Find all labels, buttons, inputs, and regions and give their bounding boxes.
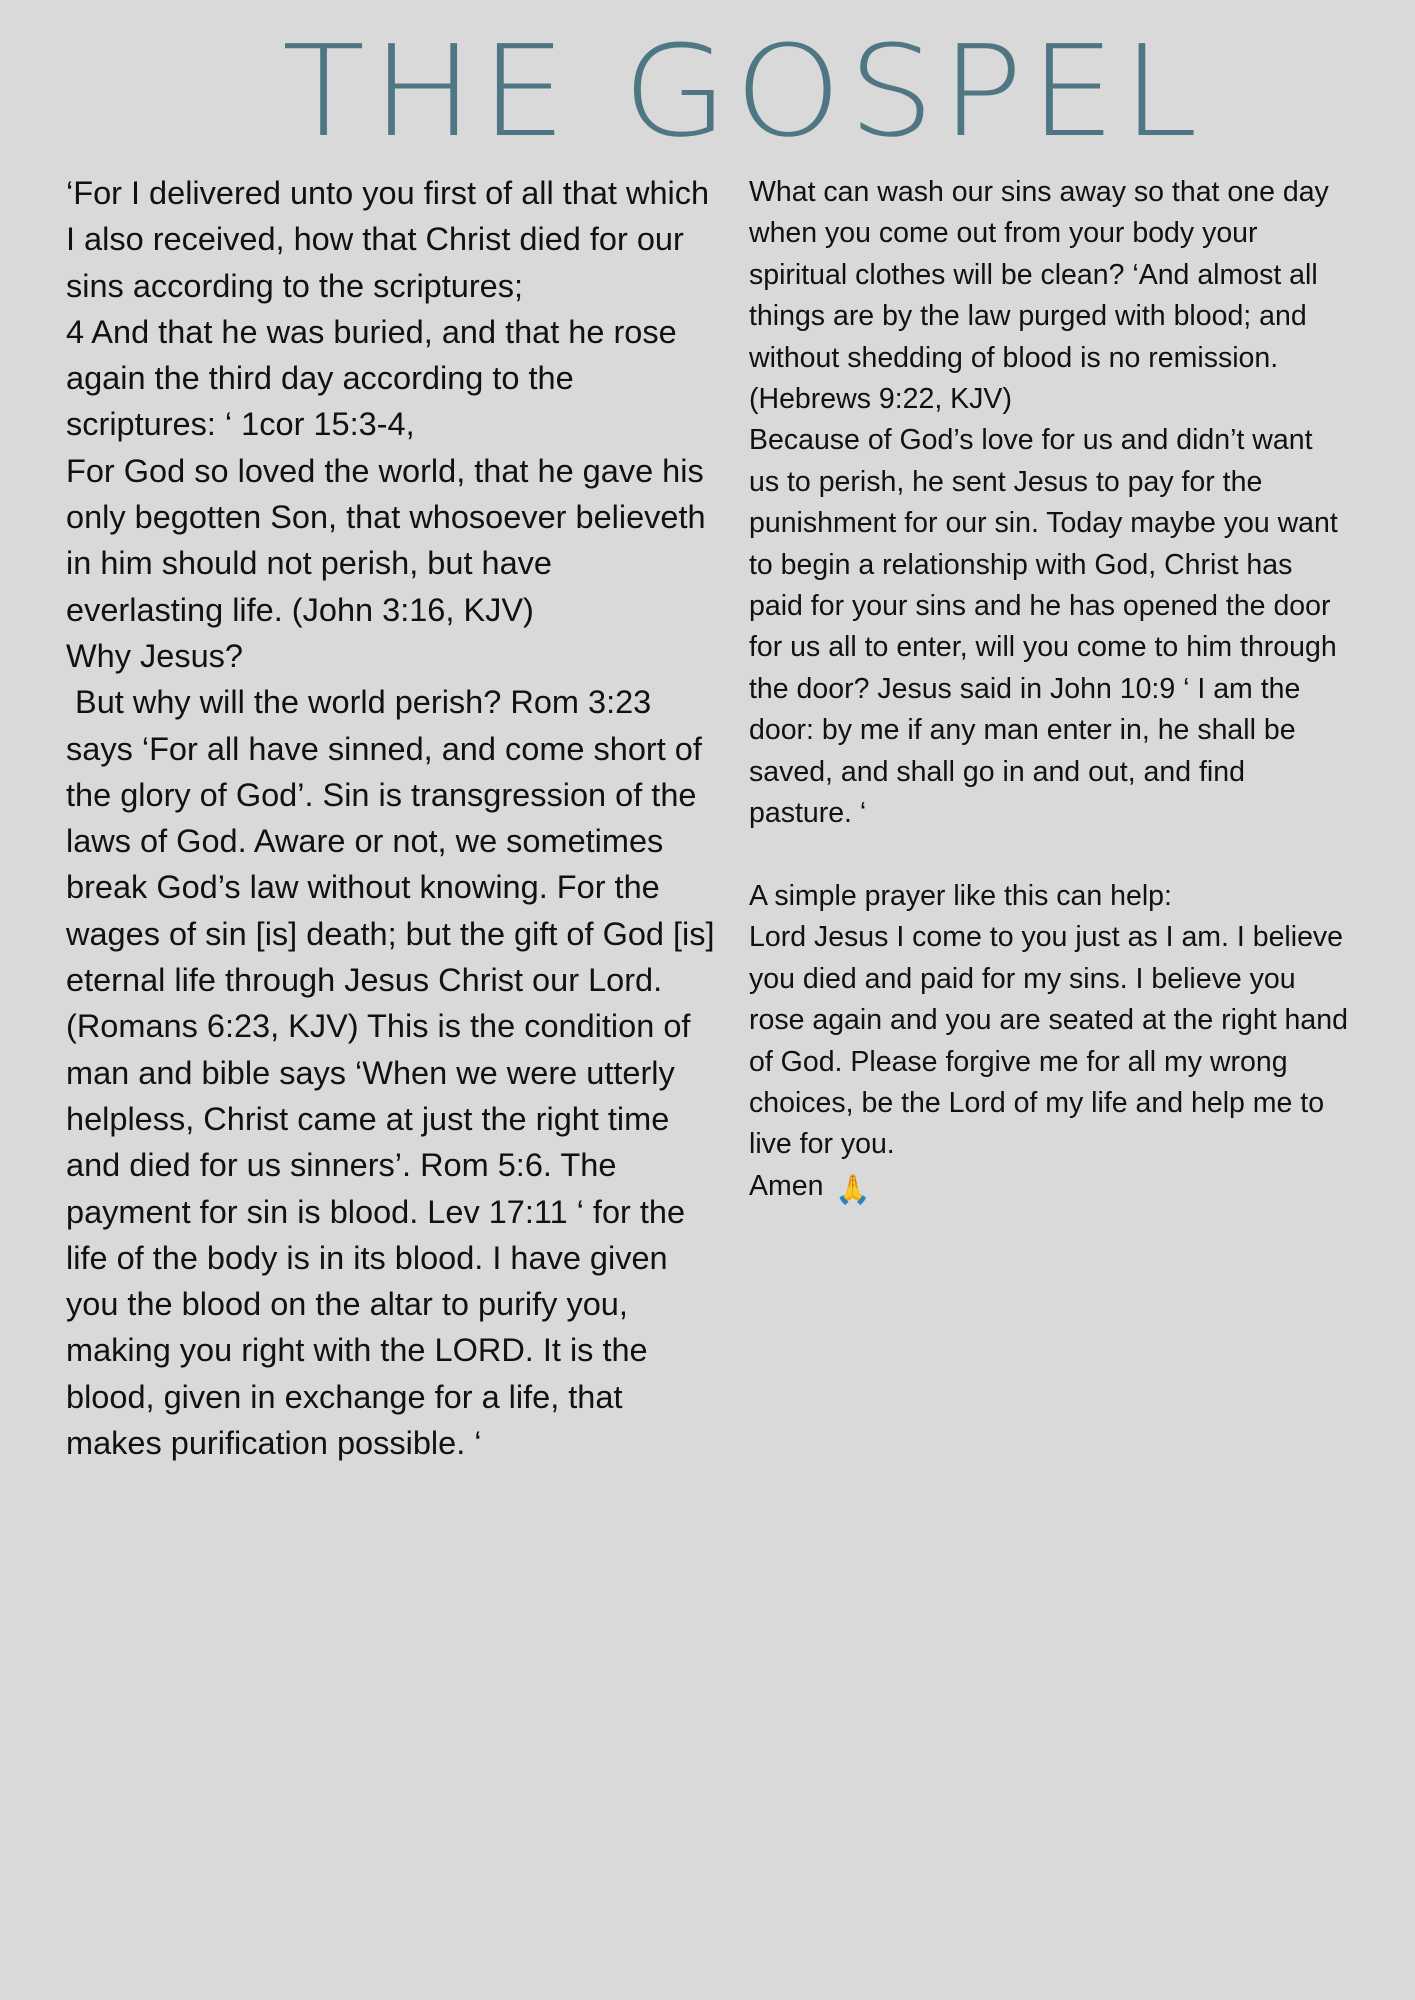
body-paragraph: Because of God’s love for us and didn’t want us to perish, he sent Jesus to pay for the punishment for our sin. Today maybe you want to begin a relationship with God, Christ has paid for your sins and he has opened the door for us all to enter, will you come to him through the door? Jesus said in John 10:9 ‘ I am the door: by me if any man enter in, he shall be saved, and shall go in and out, and find pasture. ‘ [749,424,1338,830]
prayer-text: Lord Jesus I come to you just as I am. I believe you died and paid for my sins. I believe you rose again and you are seated at the right hand of God. Please forgive me for all my wrong choices, be the Lord of my life and help me to live for you. [749,921,1348,1161]
scripture-paragraph: 4 And that he was buried, and that he rose again the third day according to the scriptures: ‘ 1cor 15:3-4, [66,313,677,443]
prayer-intro: A simple prayer like this can help: [749,879,1172,912]
scripture-paragraph: For God so loved the world, that he gave his only begotten Son, that whosoever believeth in him should not perish, but have everlasting life. (John 3:16, KJV) [66,452,706,628]
section-heading: Why Jesus? [66,637,244,674]
scripture-paragraph: ‘For I delivered unto you first of all that which I also received, how that Christ died for our sins according to the scriptures; [66,175,710,304]
amen-text: Amen [749,1169,824,1202]
right-column [749,172,1349,1211]
body-paragraph: But why will the world perish? Rom 3:23 says ‘For all have sinned, and come short of the glory of God’. Sin is transgression of the laws of God. Aware or not, we sometimes break God’s law without knowing. For the wages of sin [is] death; but the gift of God [is] eternal life through Jesus Christ our Lord. (Romans 6:23, KJV) This is the condition of man and bible says ‘When we were utterly helpless, Christ came at just the right time and died for us sinners’. Rom 5:6. The payment for sin is blood. Lev 17:11 ‘ for the life of the body is in its blood. I have given you the blood on the altar to purify you, making you right with the LORD. It is the blood, given in exchange for a life, that makes purification possible. ‘ [66,684,724,1462]
praying-hands-icon: 🙏 [835,1173,871,1206]
body-paragraph: What can wash our sins away so that one day when you come out from your body your spiritual clothes will be clean? ‘And almost all things are by the law purged with blood; and without shedding of blood is no remission. (Hebrews 9:22, KJV) [749,176,1329,416]
prayer-closing [749,1166,1349,1211]
left-column [66,170,724,1466]
page-title: THE GOSPEL [282,18,1205,165]
paragraph-gap [749,835,1349,876]
